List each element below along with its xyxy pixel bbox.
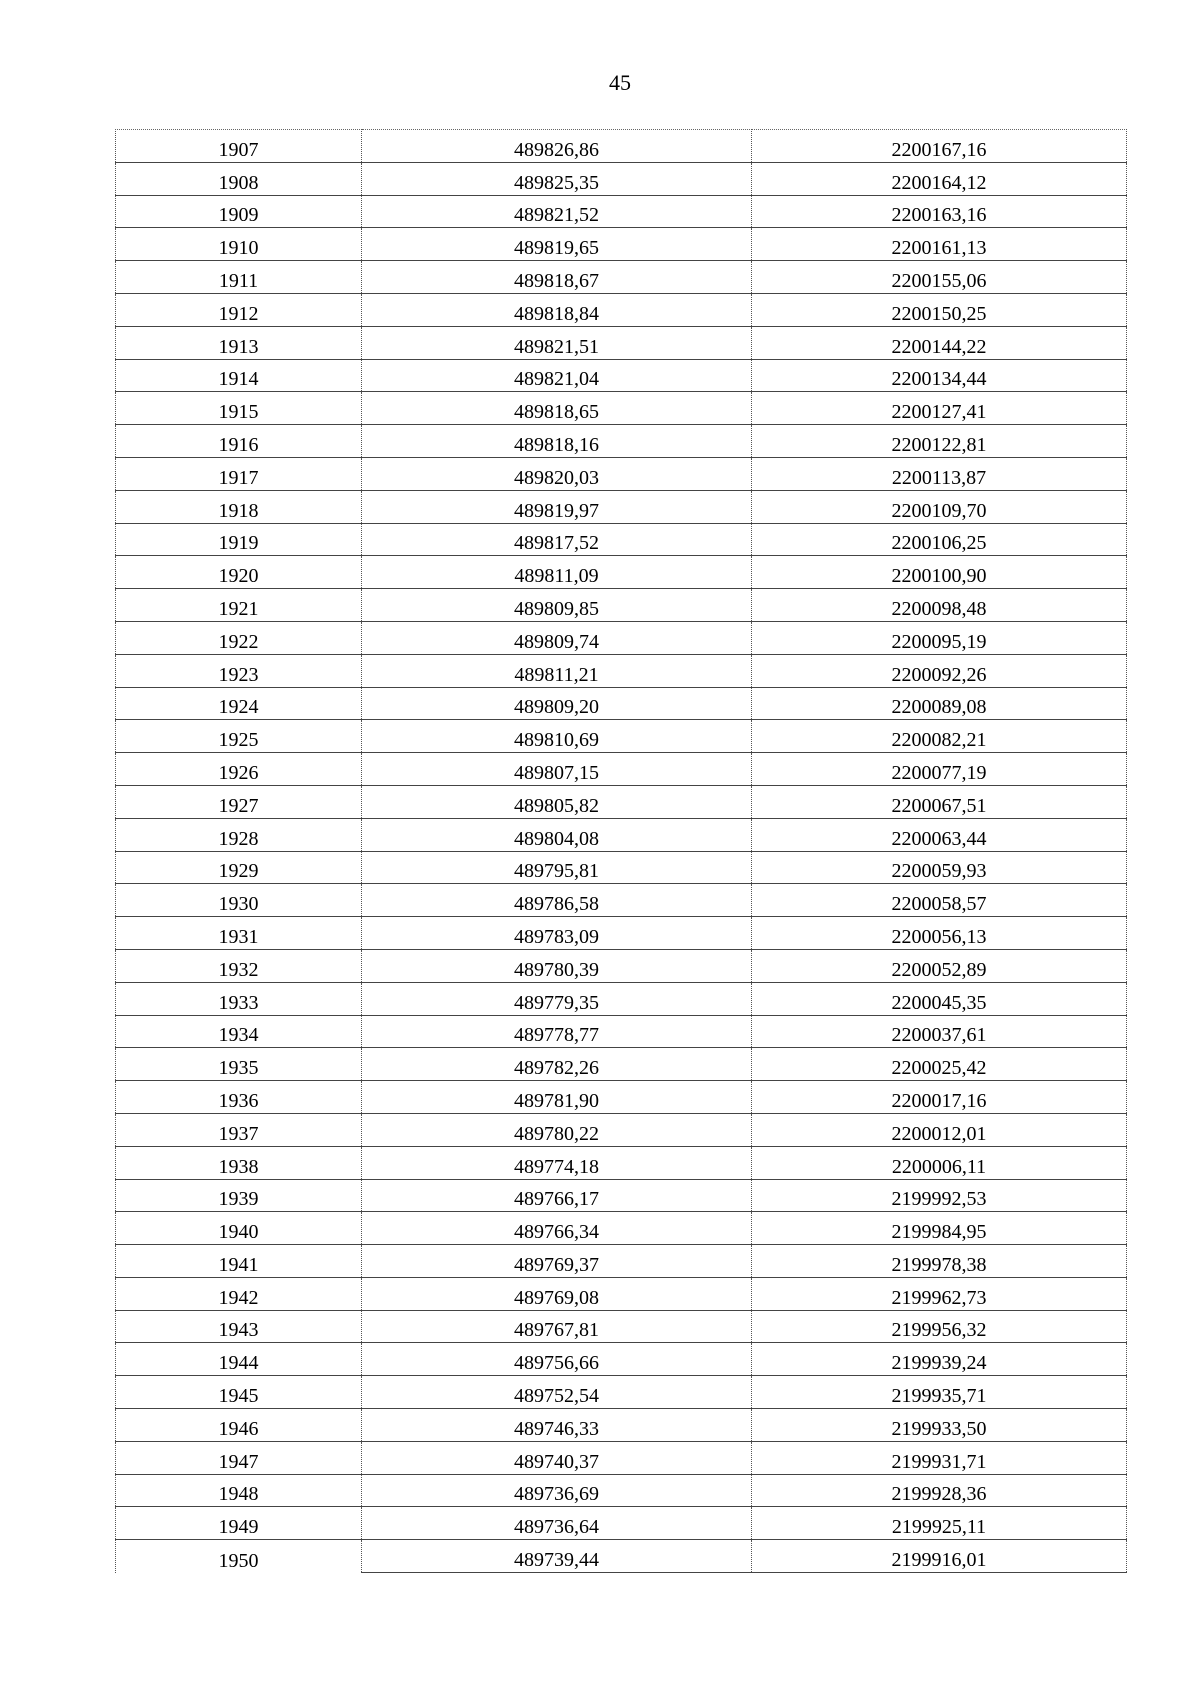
point-number-cell: 1937 <box>116 1113 362 1146</box>
y-coordinate-cell: 2199925,11 <box>752 1507 1127 1540</box>
table-row <box>116 589 1127 622</box>
y-coordinate-cell: 2200161,13 <box>752 228 1127 261</box>
table-row <box>116 162 1127 195</box>
x-coordinate-cell: 489786,58 <box>362 884 752 917</box>
x-coordinate-cell: 489821,51 <box>362 326 752 359</box>
point-number-cell: 1929 <box>116 851 362 884</box>
x-coordinate-cell: 489766,34 <box>362 1212 752 1245</box>
table-row <box>116 884 1127 917</box>
table-row <box>116 1212 1127 1245</box>
y-coordinate-cell: 2200067,51 <box>752 785 1127 818</box>
point-number-cell: 1935 <box>116 1048 362 1081</box>
x-coordinate-cell: 489781,90 <box>362 1081 752 1114</box>
point-number-cell: 1942 <box>116 1277 362 1310</box>
x-coordinate-cell: 489818,67 <box>362 261 752 294</box>
table-row <box>116 1310 1127 1343</box>
point-number-cell: 1911 <box>116 261 362 294</box>
point-number-cell: 1930 <box>116 884 362 917</box>
point-number-cell: 1910 <box>116 228 362 261</box>
x-coordinate-cell: 489740,37 <box>362 1441 752 1474</box>
y-coordinate-cell: 2199992,53 <box>752 1179 1127 1212</box>
x-coordinate-cell: 489782,26 <box>362 1048 752 1081</box>
y-coordinate-cell: 2200144,22 <box>752 326 1127 359</box>
x-coordinate-cell: 489826,86 <box>362 130 752 163</box>
y-coordinate-cell: 2199931,71 <box>752 1441 1127 1474</box>
y-coordinate-cell: 2200113,87 <box>752 457 1127 490</box>
point-number-cell: 1926 <box>116 753 362 786</box>
y-coordinate-cell: 2200025,42 <box>752 1048 1127 1081</box>
point-number-cell: 1948 <box>116 1474 362 1507</box>
table-row <box>116 425 1127 458</box>
y-coordinate-cell: 2200109,70 <box>752 490 1127 523</box>
x-coordinate-cell: 489769,08 <box>362 1277 752 1310</box>
point-number-cell: 1914 <box>116 359 362 392</box>
y-coordinate-cell: 2200082,21 <box>752 720 1127 753</box>
point-number-cell: 1927 <box>116 785 362 818</box>
y-coordinate-cell: 2200056,13 <box>752 917 1127 950</box>
coordinates-table <box>115 129 1127 1573</box>
x-coordinate-cell: 489752,54 <box>362 1376 752 1409</box>
x-coordinate-cell: 489780,22 <box>362 1113 752 1146</box>
table-row <box>116 1048 1127 1081</box>
table-row <box>116 228 1127 261</box>
y-coordinate-cell: 2200095,19 <box>752 621 1127 654</box>
point-number-cell: 1923 <box>116 654 362 687</box>
x-coordinate-cell: 489736,69 <box>362 1474 752 1507</box>
point-number-cell: 1913 <box>116 326 362 359</box>
point-number-cell: 1912 <box>116 293 362 326</box>
x-coordinate-cell: 489810,69 <box>362 720 752 753</box>
point-number-cell: 1946 <box>116 1409 362 1442</box>
y-coordinate-cell: 2200045,35 <box>752 982 1127 1015</box>
x-coordinate-cell: 489819,97 <box>362 490 752 523</box>
y-coordinate-cell: 2200059,93 <box>752 851 1127 884</box>
table-row <box>116 785 1127 818</box>
table-row <box>116 490 1127 523</box>
x-coordinate-cell: 489821,04 <box>362 359 752 392</box>
point-number-cell: 1931 <box>116 917 362 950</box>
table-row <box>116 654 1127 687</box>
table-row <box>116 1113 1127 1146</box>
y-coordinate-cell: 2199939,24 <box>752 1343 1127 1376</box>
point-number-cell: 1922 <box>116 621 362 654</box>
point-number-cell: 1949 <box>116 1507 362 1540</box>
x-coordinate-cell: 489820,03 <box>362 457 752 490</box>
point-number-cell: 1934 <box>116 1015 362 1048</box>
x-coordinate-cell: 489778,77 <box>362 1015 752 1048</box>
point-number-cell: 1918 <box>116 490 362 523</box>
x-coordinate-cell: 489767,81 <box>362 1310 752 1343</box>
y-coordinate-cell: 2200058,57 <box>752 884 1127 917</box>
table-row <box>116 720 1127 753</box>
y-coordinate-cell: 2200122,81 <box>752 425 1127 458</box>
x-coordinate-cell: 489809,74 <box>362 621 752 654</box>
point-number-cell: 1938 <box>116 1146 362 1179</box>
x-coordinate-cell: 489780,39 <box>362 949 752 982</box>
y-coordinate-cell: 2200106,25 <box>752 523 1127 556</box>
y-coordinate-cell: 2200006,11 <box>752 1146 1127 1179</box>
y-coordinate-cell: 2200017,16 <box>752 1081 1127 1114</box>
x-coordinate-cell: 489811,09 <box>362 556 752 589</box>
table-row <box>116 556 1127 589</box>
point-number-cell: 1947 <box>116 1441 362 1474</box>
point-number-cell: 1945 <box>116 1376 362 1409</box>
x-coordinate-cell: 489783,09 <box>362 917 752 950</box>
x-coordinate-cell: 489809,85 <box>362 589 752 622</box>
y-coordinate-cell: 2199984,95 <box>752 1212 1127 1245</box>
table-row <box>116 1540 1127 1573</box>
table-row <box>116 982 1127 1015</box>
table-row <box>116 851 1127 884</box>
x-coordinate-cell: 489821,52 <box>362 195 752 228</box>
y-coordinate-cell: 2199935,71 <box>752 1376 1127 1409</box>
point-number-cell: 1940 <box>116 1212 362 1245</box>
point-number-cell: 1908 <box>116 162 362 195</box>
table-row <box>116 753 1127 786</box>
point-number-cell: 1907 <box>116 130 362 163</box>
point-number-cell: 1943 <box>116 1310 362 1343</box>
x-coordinate-cell: 489825,35 <box>362 162 752 195</box>
table-row <box>116 261 1127 294</box>
x-coordinate-cell: 489807,15 <box>362 753 752 786</box>
x-coordinate-cell: 489739,44 <box>362 1540 752 1573</box>
table-row <box>116 326 1127 359</box>
x-coordinate-cell: 489818,16 <box>362 425 752 458</box>
table-row <box>116 130 1127 163</box>
x-coordinate-cell: 489774,18 <box>362 1146 752 1179</box>
x-coordinate-cell: 489795,81 <box>362 851 752 884</box>
point-number-cell: 1916 <box>116 425 362 458</box>
table-row <box>116 392 1127 425</box>
x-coordinate-cell: 489769,37 <box>362 1245 752 1278</box>
table-row <box>116 1015 1127 1048</box>
table-row <box>116 359 1127 392</box>
table-row <box>116 687 1127 720</box>
table-row <box>116 457 1127 490</box>
table-row <box>116 195 1127 228</box>
y-coordinate-cell: 2200134,44 <box>752 359 1127 392</box>
point-number-cell: 1936 <box>116 1081 362 1114</box>
x-coordinate-cell: 489746,33 <box>362 1409 752 1442</box>
x-coordinate-cell: 489819,65 <box>362 228 752 261</box>
point-number-cell: 1917 <box>116 457 362 490</box>
table-row <box>116 523 1127 556</box>
table-row <box>116 621 1127 654</box>
point-number-cell: 1933 <box>116 982 362 1015</box>
x-coordinate-cell: 489811,21 <box>362 654 752 687</box>
y-coordinate-cell: 2200089,08 <box>752 687 1127 720</box>
y-coordinate-cell: 2200150,25 <box>752 293 1127 326</box>
point-number-cell: 1925 <box>116 720 362 753</box>
x-coordinate-cell: 489736,64 <box>362 1507 752 1540</box>
table-row <box>116 1277 1127 1310</box>
y-coordinate-cell: 2200167,16 <box>752 130 1127 163</box>
table-row <box>116 1441 1127 1474</box>
point-number-cell: 1939 <box>116 1179 362 1212</box>
point-number-cell: 1924 <box>116 687 362 720</box>
table-row <box>116 293 1127 326</box>
y-coordinate-cell: 2199933,50 <box>752 1409 1127 1442</box>
y-coordinate-cell: 2200164,12 <box>752 162 1127 195</box>
point-number-cell: 1909 <box>116 195 362 228</box>
point-number-cell: 1944 <box>116 1343 362 1376</box>
y-coordinate-cell: 2200012,01 <box>752 1113 1127 1146</box>
y-coordinate-cell: 2200100,90 <box>752 556 1127 589</box>
table-row <box>116 949 1127 982</box>
y-coordinate-cell: 2200098,48 <box>752 589 1127 622</box>
point-number-cell: 1920 <box>116 556 362 589</box>
table-row <box>116 1081 1127 1114</box>
x-coordinate-cell: 489809,20 <box>362 687 752 720</box>
y-coordinate-cell: 2200127,41 <box>752 392 1127 425</box>
y-coordinate-cell: 2200155,06 <box>752 261 1127 294</box>
page-number: 45 <box>609 70 631 95</box>
x-coordinate-cell: 489818,84 <box>362 293 752 326</box>
table-row <box>116 818 1127 851</box>
y-coordinate-cell: 2199962,73 <box>752 1277 1127 1310</box>
table-row <box>116 1343 1127 1376</box>
table-row <box>116 1245 1127 1278</box>
y-coordinate-cell: 2199978,38 <box>752 1245 1127 1278</box>
y-coordinate-cell: 2200063,44 <box>752 818 1127 851</box>
x-coordinate-cell: 489818,65 <box>362 392 752 425</box>
point-number-cell: 1950 <box>116 1540 362 1573</box>
table-row <box>116 917 1127 950</box>
point-number-cell: 1941 <box>116 1245 362 1278</box>
y-coordinate-cell: 2200163,16 <box>752 195 1127 228</box>
x-coordinate-cell: 489779,35 <box>362 982 752 1015</box>
x-coordinate-cell: 489766,17 <box>362 1179 752 1212</box>
table-row <box>116 1179 1127 1212</box>
y-coordinate-cell: 2199928,36 <box>752 1474 1127 1507</box>
table-row <box>116 1376 1127 1409</box>
y-coordinate-cell: 2200077,19 <box>752 753 1127 786</box>
y-coordinate-cell: 2200037,61 <box>752 1015 1127 1048</box>
table-row <box>116 1409 1127 1442</box>
y-coordinate-cell: 2200092,26 <box>752 654 1127 687</box>
point-number-cell: 1915 <box>116 392 362 425</box>
point-number-cell: 1932 <box>116 949 362 982</box>
y-coordinate-cell: 2199956,32 <box>752 1310 1127 1343</box>
x-coordinate-cell: 489756,66 <box>362 1343 752 1376</box>
table-row <box>116 1474 1127 1507</box>
coordinates-table-body <box>116 130 1127 1573</box>
x-coordinate-cell: 489804,08 <box>362 818 752 851</box>
point-number-cell: 1919 <box>116 523 362 556</box>
x-coordinate-cell: 489817,52 <box>362 523 752 556</box>
point-number-cell: 1928 <box>116 818 362 851</box>
y-coordinate-cell: 2199916,01 <box>752 1540 1127 1573</box>
point-number-cell: 1921 <box>116 589 362 622</box>
y-coordinate-cell: 2200052,89 <box>752 949 1127 982</box>
table-row <box>116 1146 1127 1179</box>
table-row <box>116 1507 1127 1540</box>
x-coordinate-cell: 489805,82 <box>362 785 752 818</box>
